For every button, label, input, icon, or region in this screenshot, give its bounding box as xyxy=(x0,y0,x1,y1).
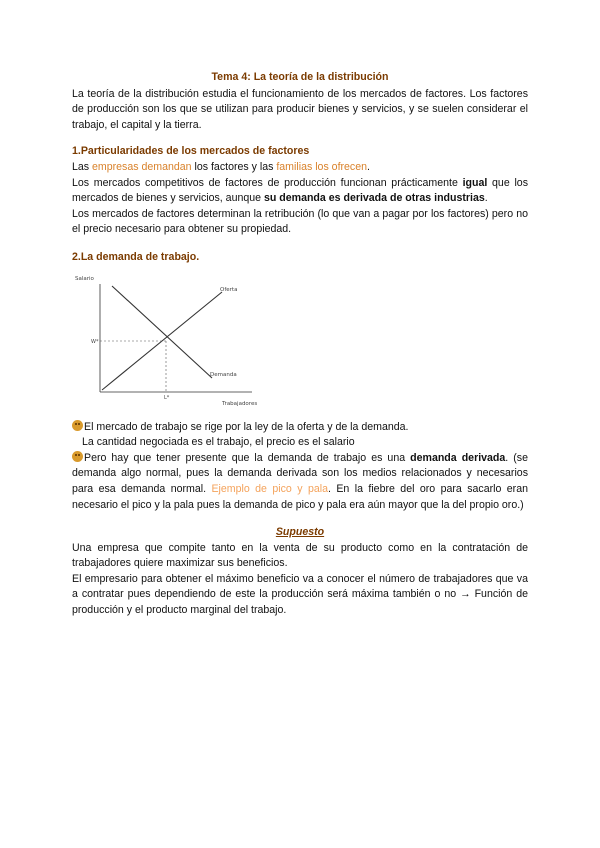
supply-demand-chart xyxy=(72,272,272,412)
demand-label: Demanda xyxy=(210,371,237,378)
page-title: Tema 4: La teoría de la distribución xyxy=(211,71,389,83)
bullet-2: Pero hay que tener presente que la demanda de trabajo es una demanda derivada. (se demanda algo normal, pues la demanda derivada son los medios relacionados y necesarios para esa demanda normal. Ejemplo de pico y pala. En la fiebre del oro para sacarlo eran necesario el pico y la pala pues la demanda de pico y pala era aún mayor que la del propio oro.) xyxy=(72,451,528,511)
l-star-label: L* xyxy=(164,394,170,401)
y-axis-label: Salario xyxy=(75,275,94,282)
section-1-heading: 1.Particularidades de los mercados de factores xyxy=(72,145,310,158)
supply-label: Oferta xyxy=(220,286,238,293)
smiley-icon xyxy=(72,420,83,431)
section-1-paragraph-2: Los mercados competitivos de factores de producción funcionan prácticamente igual que los mercados de bienes y servicios, aunque su demanda es derivada de otras industrias. xyxy=(72,176,528,205)
example-highlight: Ejemplo de pico y pala xyxy=(211,482,328,495)
chart-svg xyxy=(72,272,272,412)
x-axis-label: Trabajadores xyxy=(222,400,258,407)
intro-paragraph: La teoría de la distribución estudia el funcionamiento de los mercados de factores. Los factores de producción son los que se utilizan para producir bienes y servicios, y se suelen considerar el trabajo, el capital y la tierra. xyxy=(72,87,528,131)
bullet-1-sub: La cantidad negociada es el trabajo, el precio es el salario xyxy=(82,436,355,449)
document-page xyxy=(72,70,528,619)
section-1-paragraph-3: Los mercados de factores determinan la retribución (lo que van a pagar por los factores) pero no el precio necesario para obtener su propiedad. xyxy=(72,207,528,236)
supuesto-heading: Supuesto xyxy=(275,526,325,539)
smiley-icon xyxy=(72,451,83,462)
section-1-line-1: Las empresas demandan los factores y las familias los ofrecen. xyxy=(72,160,370,173)
supuesto-paragraph-1: Una empresa que compite tanto en la venta de su producto como en la contratación de trabajadores quiere maximizar sus beneficios. xyxy=(72,541,528,570)
highlight-empresas: empresas demandan xyxy=(92,160,192,173)
highlight-familias: familias los ofrecen xyxy=(276,160,368,173)
supuesto-paragraph-2: El empresario para obtener el máximo beneficio va a conocer el número de trabajadores que va a contratar pues dependiendo de este la producción será máxima también o no → Función de producción y el producto marginal del trabajo. xyxy=(72,572,528,617)
w-star-label: W* xyxy=(91,338,99,345)
bullet-1: El mercado de trabajo se rige por la ley de la oferta y de la demanda. xyxy=(72,420,528,436)
section-2-heading: 2.La demanda de trabajo. xyxy=(72,250,200,263)
demand-curve xyxy=(112,286,212,378)
